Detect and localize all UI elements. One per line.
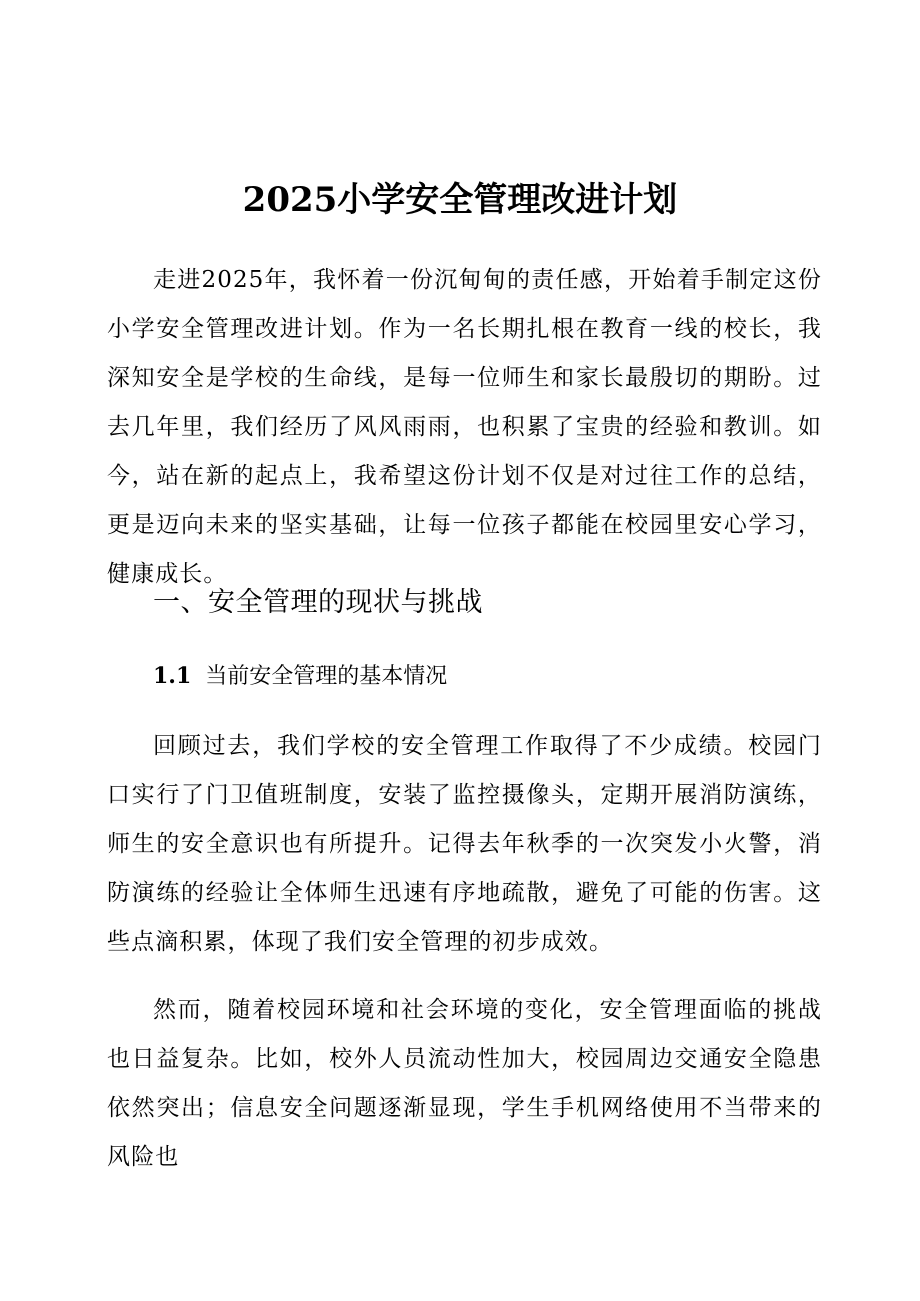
body-paragraph: 然而，随着校园环境和社会环境的变化，安全管理面临的挑战也日益复杂。比如，校外人员流动性加大，校园周边交通安全隐患依然突出；信息安全问题逐渐显现，学生手机网络使用不当带来的风险也 [107, 997, 822, 1170]
document-title: 2025小学安全管理改进计划 [242, 180, 678, 220]
section-heading: 一、安全管理的现状与挑战 [153, 587, 483, 618]
subsection-heading [153, 656, 447, 697]
subsection-title: 当前安全管理的基本情况 [205, 664, 448, 689]
subsection-number: 1.1 [153, 663, 192, 689]
body-paragraph: 回顾过去，我们学校的安全管理工作取得了不少成绩。校园门口实行了门卫值班制度，安装了监控摄像头，定期开展消防演练，师生的安全意识也有所提升。记得去年秋季的一次突发小火警，消防演练的经验让全体师生迅速有序地疏散，避免了可能的伤害。这些点滴积累，体现了我们安全管理的初步成效。 [107, 733, 822, 955]
intro-paragraph: 走进2025年，我怀着一份沉甸甸的责任感，开始着手制定这份小学安全管理改进计划。作为一名长期扎根在教育一线的校长，我深知安全是学校的生命线，是每一位师生和家长最殷切的期盼。过去几年里，我们经历了风风雨雨，也积累了宝贵的经验和教训。如今，站在新的起点上，我希望这份计划不仅是对过往工作的总结，更是迈向未来的坚实基础，让每一位孩子都能在校园里安心学习，健康成长。 [107, 267, 822, 587]
